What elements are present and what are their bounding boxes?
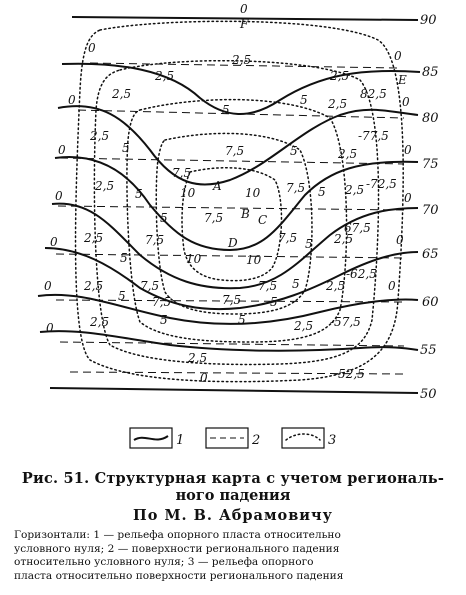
value-label: -77,5 xyxy=(358,129,389,143)
value-label: 2,5 xyxy=(84,231,104,245)
legend-label-1: 1 xyxy=(176,433,185,448)
value-label: 5 xyxy=(160,211,168,225)
value-label: 5 xyxy=(238,313,246,327)
zero-label: 0 xyxy=(404,191,412,205)
legend-label-2: 2 xyxy=(252,433,261,448)
value-label: 2,5 xyxy=(90,315,110,329)
zero-label: 0 xyxy=(88,41,96,55)
zero-label: 0 xyxy=(55,189,63,203)
value-label: 7,5 xyxy=(278,231,298,245)
zero-label: 0 xyxy=(46,321,54,335)
solid-contours xyxy=(38,17,420,393)
right-value-label: 55 xyxy=(420,343,437,358)
point-letter-a: A xyxy=(213,179,222,193)
point-letter-b: B xyxy=(241,207,250,221)
zero-label: 0 xyxy=(394,49,402,63)
zero-label: 0 xyxy=(240,2,248,16)
legend-solid-sample xyxy=(134,436,168,440)
value-label: 10 xyxy=(245,186,261,200)
figure-caption-line-1: Рис. 51. Структурная карта с учетом региональ- xyxy=(21,470,445,487)
value-label: -52,5 xyxy=(334,367,365,381)
right-values xyxy=(420,13,439,402)
value-label: 5 xyxy=(118,289,126,303)
figure-caption-line-2: ного падения xyxy=(175,487,291,504)
value-label: 7,5 xyxy=(286,181,306,195)
value-label: 2,5 xyxy=(84,279,104,293)
point-letter-e: E xyxy=(398,73,407,87)
value-label: 2,5 xyxy=(328,97,348,111)
point-letter-d: D xyxy=(228,236,238,250)
value-label: 5 xyxy=(122,141,130,155)
notes-line: относительно условного нуля; 3 — рельефа опорного xyxy=(14,556,314,569)
zero-label: 0 xyxy=(68,93,76,107)
zero-label: 0 xyxy=(396,233,404,247)
right-value-label: 70 xyxy=(422,203,439,218)
zero-label: 0 xyxy=(404,143,412,157)
zero-label: 0 xyxy=(402,95,410,109)
notes-line: Горизонтали: 1 — рельефа опорного пласта относительно xyxy=(14,529,341,541)
value-label: 7,5 xyxy=(145,233,165,247)
value-label: 2,5 xyxy=(232,53,252,67)
right-value-label: 90 xyxy=(420,13,437,28)
zero-label: 0 xyxy=(50,235,58,249)
point-letter-c: C xyxy=(258,213,268,227)
zero-label: 0 xyxy=(200,371,208,385)
value-label: 2,5 xyxy=(112,87,132,101)
value-label: 10 xyxy=(246,253,262,267)
value-label: 67,5 xyxy=(344,221,371,235)
value-label: -72,5 xyxy=(366,177,397,191)
value-label: 5 xyxy=(300,93,308,107)
value-label: 82,5 xyxy=(360,87,387,101)
legend xyxy=(130,428,336,448)
notes-line: условного нуля; 2 — поверхности регионального падения xyxy=(14,542,340,555)
zero-label: 0 xyxy=(388,279,396,293)
right-value-label: 60 xyxy=(422,295,439,310)
value-label: 2,5 xyxy=(155,69,175,83)
figure-author: По М. В. Абрамовичу xyxy=(133,507,333,524)
value-label: 2,5 xyxy=(90,129,110,143)
value-label: 5 xyxy=(305,237,313,251)
value-label: 5 xyxy=(270,295,278,309)
value-label: 7,5 xyxy=(152,295,172,309)
value-label: 5 xyxy=(160,313,168,327)
interior-labels xyxy=(83,53,397,381)
right-value-label: 75 xyxy=(422,157,439,172)
dashed-line xyxy=(58,206,404,210)
right-value-label: 85 xyxy=(422,65,439,80)
value-label: 7,5 xyxy=(140,279,160,293)
value-label: 10 xyxy=(180,186,196,200)
figure-notes xyxy=(14,529,456,583)
contour-50 xyxy=(50,388,418,393)
right-value-label: 50 xyxy=(420,387,437,402)
value-label: -57,5 xyxy=(330,315,361,329)
value-label: 2,5 xyxy=(188,351,208,365)
right-value-label: 80 xyxy=(422,111,439,126)
value-label: 5 xyxy=(290,144,298,158)
value-label: 7,5 xyxy=(225,144,245,158)
point-letter-f: F xyxy=(240,17,249,31)
value-label: 10 xyxy=(186,252,202,266)
value-label: 7,5 xyxy=(172,166,192,180)
value-label: 2,5 xyxy=(326,279,346,293)
value-label: 2,5 xyxy=(294,319,314,333)
value-label: 5 xyxy=(120,251,128,265)
value-label: 7,5 xyxy=(222,293,242,307)
value-label: -62,5 xyxy=(346,267,377,281)
legend-dotted-sample xyxy=(286,434,320,440)
value-label: 7,5 xyxy=(258,279,278,293)
notes-line: пласта относительно поверхности регионального падения xyxy=(14,569,344,582)
dashed-line xyxy=(60,342,404,346)
value-label: 2,5 xyxy=(95,179,115,193)
value-label: 5 xyxy=(318,185,326,199)
value-label: 5 xyxy=(222,103,230,117)
value-label: 5 xyxy=(292,277,300,291)
value-label: 2,5 xyxy=(330,69,350,83)
zero-label: 0 xyxy=(58,143,66,157)
dashed-line xyxy=(56,254,404,258)
zero-label: 0 xyxy=(44,279,52,293)
right-value-label: 65 xyxy=(422,247,439,262)
value-label: 5 xyxy=(135,187,143,201)
value-label: 2,5 xyxy=(338,147,358,161)
value-label: 2,5 xyxy=(334,232,354,246)
value-label: 7,5 xyxy=(204,211,224,225)
value-label: 2,5 xyxy=(345,183,365,197)
legend-label-3: 3 xyxy=(328,433,337,448)
